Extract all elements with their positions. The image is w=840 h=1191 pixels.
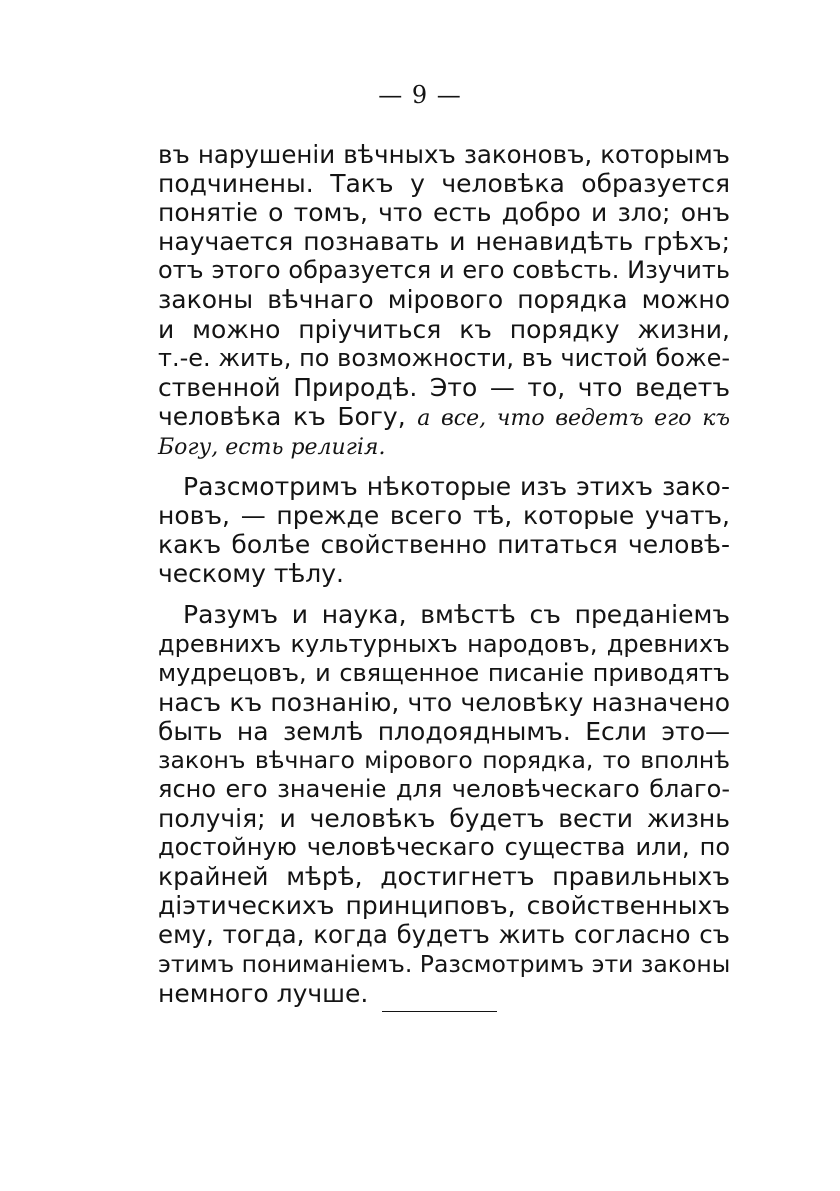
- text-line: насъ къ познанiю, что человѣку назначено: [158, 687, 730, 717]
- text-line: т.-е. жить, по возможности, въ чистой боже-: [158, 343, 730, 372]
- text-line: достойную человѣческаго существа или, по: [158, 833, 730, 862]
- text-line: мудрецовъ, и священное писанiе приводятъ: [158, 658, 730, 687]
- text-line: законъ вѣчнаго мiрового порядка, то вполнѣ: [158, 745, 730, 774]
- text-line: древнихъ культурныхъ народовъ, древнихъ: [158, 629, 730, 658]
- text-line: въ нарушенiи вѣчныхъ законовъ, которымъ: [158, 140, 730, 169]
- text-line: Разумъ и наука, вмѣстѣ съ преданiемъ: [183, 600, 730, 630]
- text-line: понятiе о томъ, что есть добро и зло; онъ: [158, 198, 730, 228]
- text-line: этимъ пониманiемъ. Разсмотримъ эти законы: [158, 949, 731, 978]
- text-line: Разсмотримъ нѣкоторые изъ этихъ зако-: [183, 472, 730, 502]
- italic-text: а все, что ведетъ его къ: [417, 405, 730, 431]
- section-end-rule: [382, 1011, 497, 1012]
- text-line: ческому тѣлу.: [158, 559, 344, 589]
- text-line: получiя; и человѣкъ будетъ вести жизнь: [158, 804, 730, 834]
- text-line: законы вѣчнаго мiрового порядка можно: [158, 285, 730, 315]
- text-line: какъ болѣе свойственно питаться человѣ-: [158, 530, 730, 560]
- text-line: крайней мѣрѣ, достигнетъ правильныхъ: [158, 862, 730, 892]
- text-line: отъ этого образуется и его совѣсть. Изучить: [158, 256, 730, 285]
- text-line: быть на землѣ плодояднымъ. Если это—: [158, 716, 730, 746]
- text-line: и можно прiучиться къ порядку жизни,: [158, 314, 730, 344]
- italic-text: Богу, есть религiя.: [158, 434, 386, 460]
- text-line: ственной Природѣ. Это — то, что ведетъ: [158, 372, 730, 402]
- text-line: новъ, — прежде всего тѣ, которые учатъ,: [158, 501, 730, 531]
- text-line: ему, тогда, когда будетъ жить согласно съ: [158, 920, 730, 950]
- text-line: подчинены. Такъ у человѣка образуется: [158, 169, 730, 199]
- text-line: дiэтическихъ принциповъ, свойственныхъ: [158, 891, 730, 921]
- text-line: [158, 431, 730, 460]
- body-text: [158, 140, 730, 1008]
- page-number: — 9 —: [378, 81, 462, 109]
- text-line: немного лучше.: [158, 978, 369, 1008]
- text-line: человѣка къ Богу, а все, что ведетъ его къ: [158, 401, 730, 431]
- text-line: ясно его значенiе для человѣческаго благо-: [158, 774, 730, 803]
- text-line: научается познавать и ненавидѣть грѣхъ;: [158, 227, 730, 257]
